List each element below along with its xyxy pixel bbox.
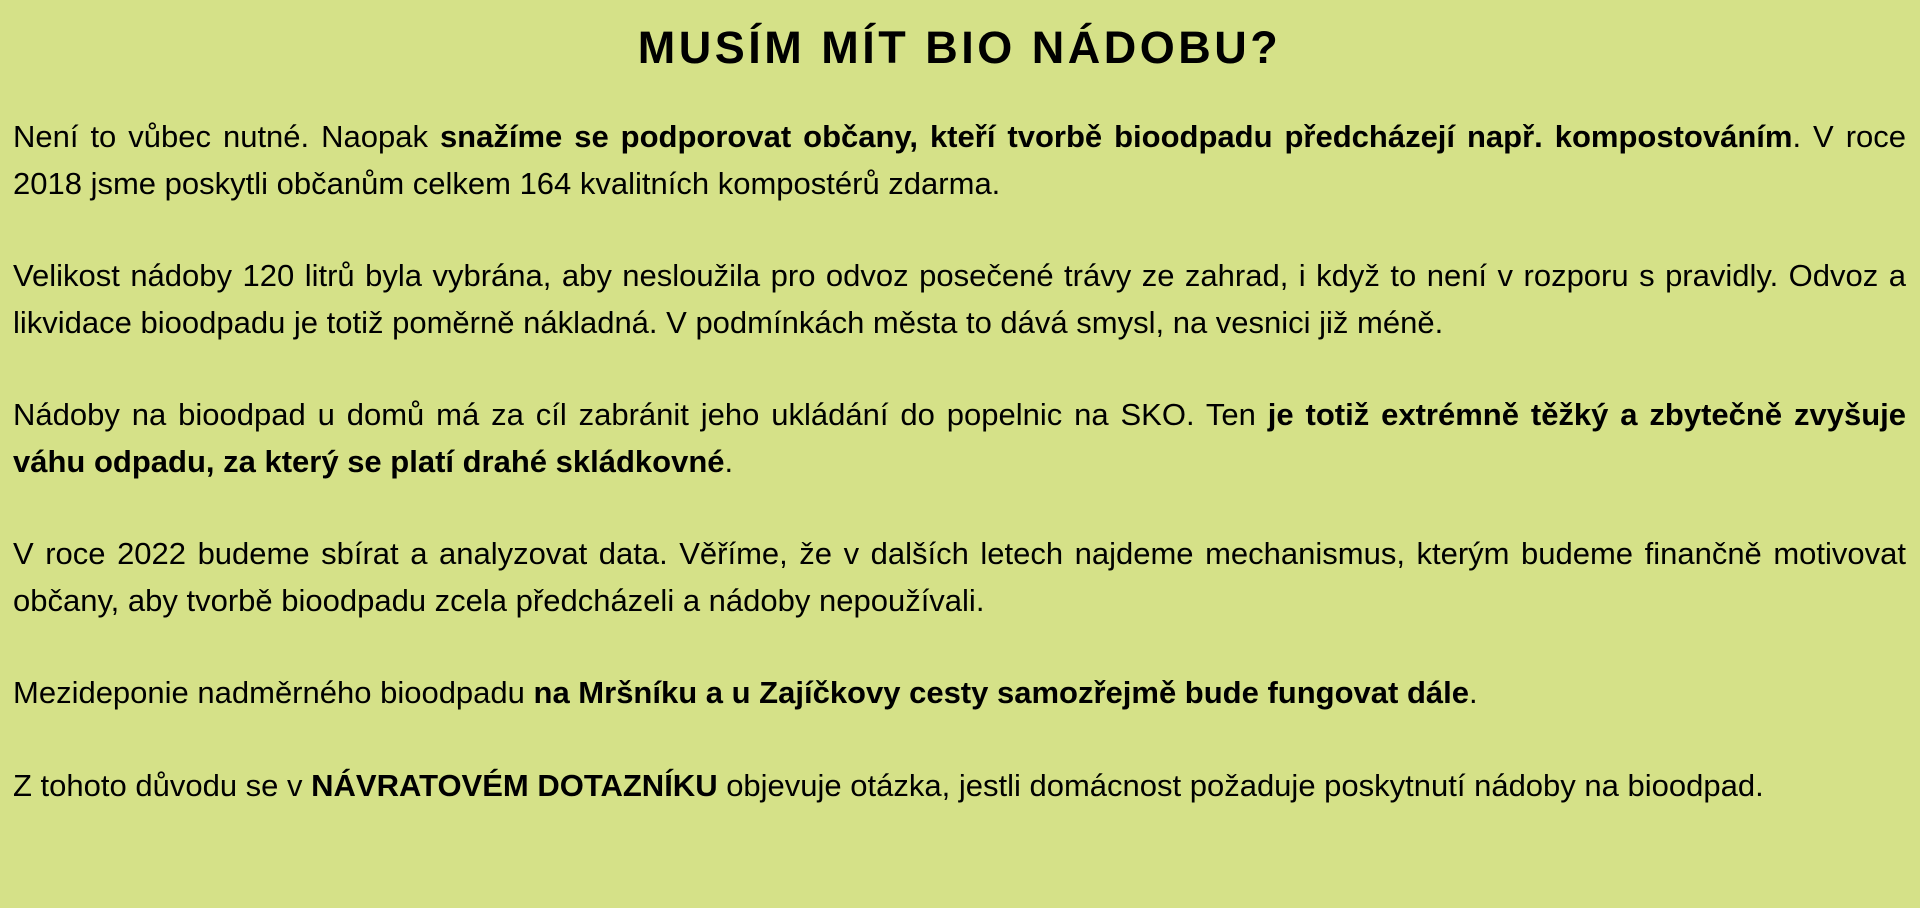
- paragraph-text: objevuje otázka, jestli domácnost požaduje poskytnutí nádoby na bioodpad.: [717, 767, 1764, 803]
- paragraph-data-collection: [13, 531, 1906, 624]
- paragraph-container-purpose: [13, 392, 1906, 485]
- paragraph-emphasis: snažíme se podporovat občany, kteří tvorbě bioodpadu předcházejí např. kompostováním: [439, 119, 1793, 154]
- page-title: MUSÍM MÍT BIO NÁDOBU?: [637, 22, 1282, 73]
- paragraph-text: Není to vůbec nutné. Naopak: [13, 119, 440, 154]
- paragraph-emphasis: je totiž extrémně těžký a zbytečně zvyšuje váhu odpadu, za který se platí drahé skládkovné: [13, 397, 1906, 479]
- paragraph-text: Velikost nádoby 120 litrů byla vybrána, aby nesloužila pro odvoz posečené trávy ze zahrad, i když to není v rozporu s pravidly. Odvoz a likvidace bioodpadu je totiž poměrně nákladná. V podmínkách města to dává smysl, na vesnici již méně.: [13, 258, 1906, 340]
- paragraph-text: Nádoby na bioodpad u domů má za cíl zabránit jeho ukládání do popelnic na SKO. Ten: [13, 397, 1268, 432]
- paragraph-text: Mezideponie nadměrného bioodpadu: [13, 675, 534, 710]
- paragraph-not-necessary: [13, 114, 1906, 207]
- paragraph-text: Z tohoto důvodu se v: [13, 767, 312, 803]
- paragraph-text: .: [1468, 675, 1478, 710]
- paragraph-text: .: [724, 443, 734, 479]
- paragraph-emphasis: na Mršníku a u Zajíčkovy cesty samozřejmě bude fungovat dále: [533, 675, 1469, 710]
- paragraph-text: . V roce 2018 jsme poskytli občanům celkem 164 kvalitních kompostérů zdarma.: [13, 119, 1906, 201]
- paragraph-text: V roce 2022 budeme sbírat a analyzovat data. Věříme, že v dalších letech najdeme mechanismus, kterým budeme finančně motivovat občany, aby tvorbě bioodpadu zcela předcházeli a nádoby nepoužívali.: [13, 536, 1906, 618]
- paragraph-emphasis: NÁVRATOVÉM DOTAZNÍKU: [311, 767, 718, 803]
- paragraph-mezideponie: [13, 670, 1906, 717]
- paragraph-questionnaire: [13, 763, 1906, 810]
- paragraph-container-size: [13, 253, 1906, 346]
